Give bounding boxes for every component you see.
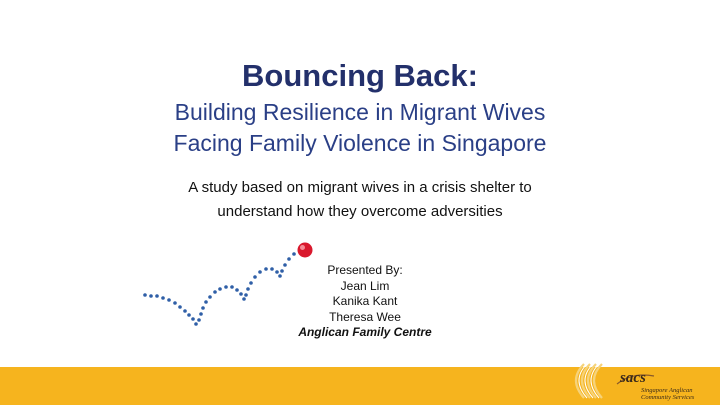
logo-subtitle-line-1: Singapore Anglican <box>641 387 693 394</box>
slide-title: Bouncing Back: <box>242 58 478 93</box>
presenter-name: Theresa Wee <box>329 309 401 324</box>
logo-subtitle <box>641 387 694 401</box>
subtitle-line-1: Building Resilience in Migrant Wives <box>174 99 546 125</box>
description-line-1: A study based on migrant wives in a crisis shelter to <box>188 179 532 196</box>
presenters-heading: Presented By: <box>327 263 403 277</box>
subtitle-line-2: Facing Family Violence in Singapore <box>173 130 547 156</box>
logo-subtitle-line-2: Community Services <box>641 394 695 401</box>
presenter-organization: Anglican Family Centre <box>298 325 432 339</box>
presenter-name: Kanika Kant <box>332 294 398 308</box>
slide-description <box>0 176 720 224</box>
slide-subtitle <box>0 97 720 159</box>
presenter-name: Jean Lim <box>340 278 390 293</box>
presenters-block <box>290 263 440 341</box>
description-line-2: understand how they overcome adversities <box>217 203 503 220</box>
logo-wordmark: sacs <box>620 370 646 386</box>
